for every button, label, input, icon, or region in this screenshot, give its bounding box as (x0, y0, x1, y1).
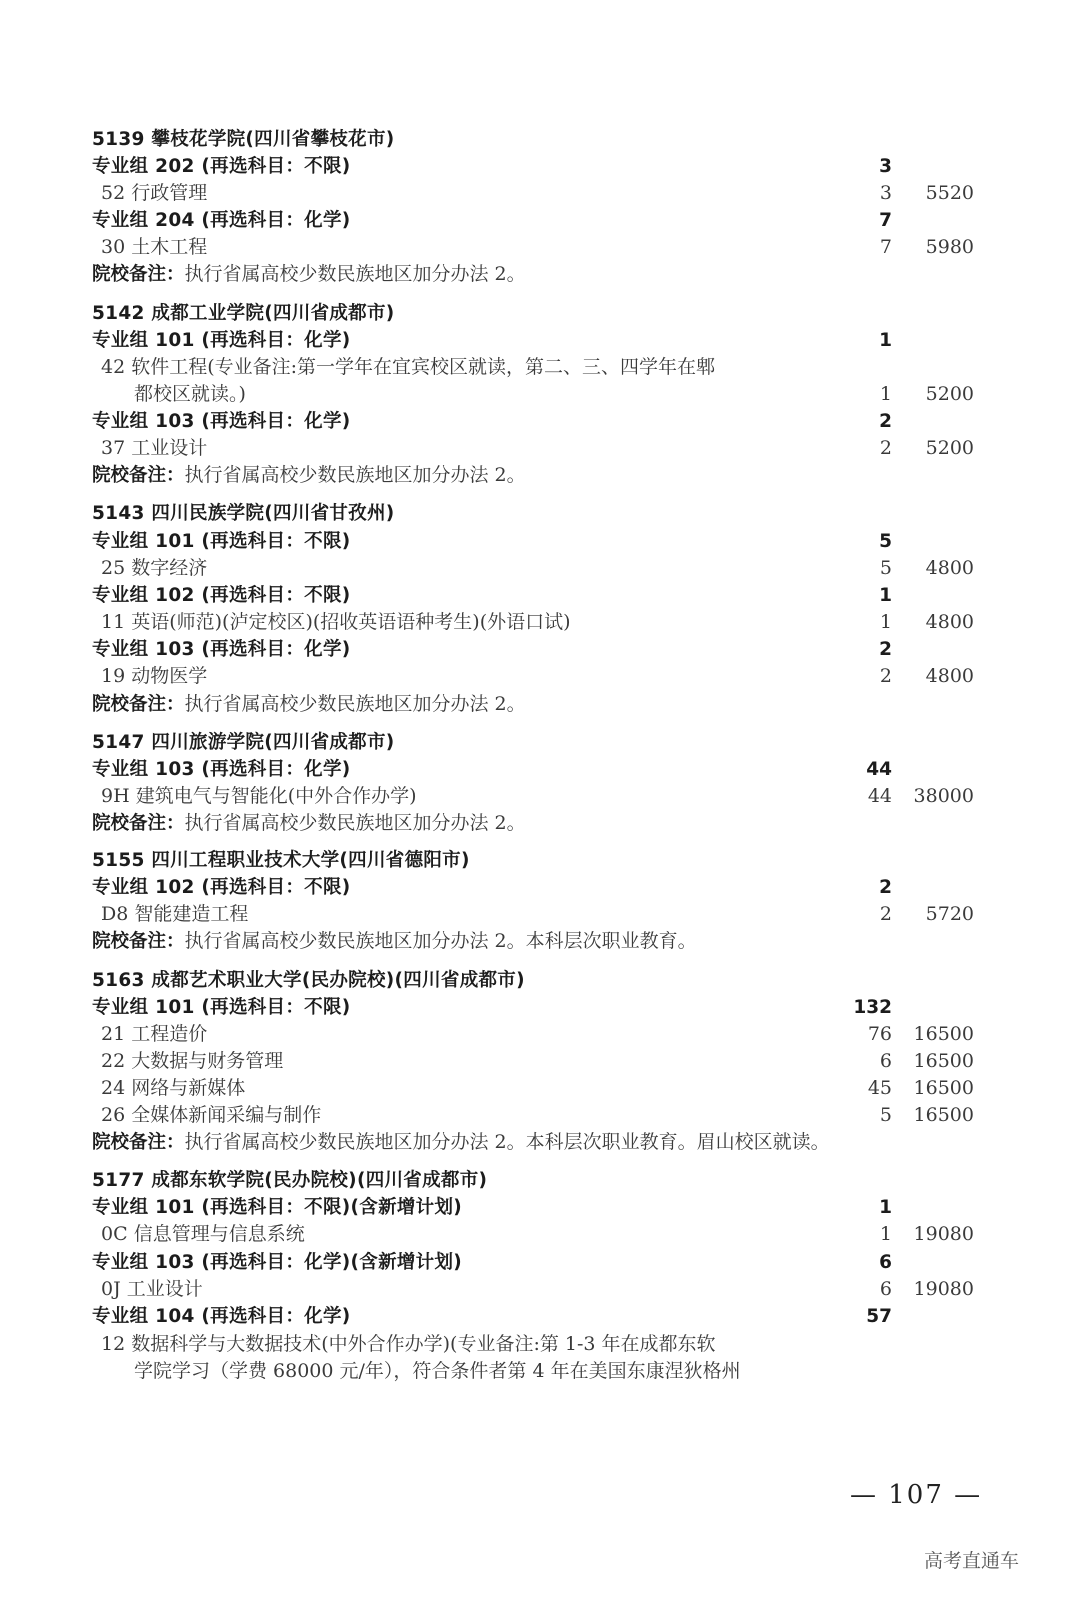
institution-header (0, 729, 1080, 756)
institution-header (0, 1167, 1080, 1194)
major-count: 6 (879, 1050, 892, 1072)
note-text: 院校备注：执行省属高校少数民族地区加分办法 2。本科层次职业教育。眉山校区就读。 (92, 1131, 830, 1153)
note-text: 院校备注：执行省属高校少数民族地区加分办法 2。本科层次职业教育。 (92, 930, 697, 952)
institution-note (0, 691, 1080, 718)
institution-header (0, 967, 1080, 994)
major-fee: 4800 (925, 611, 974, 633)
major-count: 44 (867, 785, 892, 807)
group-row (0, 528, 1080, 555)
institution-note (0, 928, 1080, 955)
group-count: 2 (879, 639, 892, 660)
institution-header (0, 500, 1080, 527)
group-row (0, 994, 1080, 1021)
note-text: 院校备注：执行省属高校少数民族地区加分办法 2。 (92, 263, 526, 285)
group-count: 2 (879, 877, 892, 898)
group-row (0, 1303, 1080, 1330)
group-label: 专业组 101 (再选科目：化学) (92, 330, 351, 351)
major-row (0, 1276, 1080, 1303)
institution-title: 5142 成都工业学院(四川省成都市) (92, 303, 395, 324)
major-code: 30 土木工程 (101, 236, 208, 258)
group-row (0, 1249, 1080, 1276)
group-label: 专业组 103 (再选科目：化学) (92, 759, 351, 780)
group-count: 5 (879, 531, 892, 552)
group-row (0, 636, 1080, 663)
watermark-text: 高考直通车 (924, 1550, 1020, 1572)
note-text: 院校备注：执行省属高校少数民族地区加分办法 2。 (92, 812, 526, 834)
major-count: 1 (879, 1223, 892, 1245)
major-fee: 5200 (925, 383, 974, 405)
group-label: 专业组 204 (再选科目：化学) (92, 210, 351, 231)
major-code: 24 网络与新媒体 (101, 1077, 246, 1099)
group-row (0, 408, 1080, 435)
major-fee: 4800 (925, 665, 974, 687)
major-count: 5 (879, 1104, 892, 1126)
major-fee: 19080 (913, 1278, 974, 1300)
group-label: 专业组 103 (再选科目：化学) (92, 639, 351, 660)
major-count: 6 (879, 1278, 892, 1300)
institution-title: 5147 四川旅游学院(四川省成都市) (92, 732, 395, 753)
major-row (0, 1075, 1080, 1102)
major-code: 0J 工业设计 (101, 1278, 203, 1300)
major-fee: 16500 (913, 1104, 974, 1126)
major-code: 26 全媒体新闻采编与制作 (101, 1104, 322, 1126)
major-fee: 16500 (913, 1023, 974, 1045)
major-row (0, 354, 1080, 381)
major-count: 5 (879, 557, 892, 579)
note-text: 院校备注：执行省属高校少数民族地区加分办法 2。 (92, 464, 526, 486)
group-row (0, 153, 1080, 180)
group-count: 1 (879, 330, 892, 351)
major-code: 0C 信息管理与信息系统 (101, 1223, 305, 1245)
major-row (0, 435, 1080, 462)
major-fee: 5720 (925, 903, 974, 925)
major-code: D8 智能建造工程 (101, 903, 249, 925)
major-fee: 4800 (925, 557, 974, 579)
major-name-continued: 都校区就读。) (134, 383, 246, 405)
group-label: 专业组 101 (再选科目：不限)(含新增计划) (92, 1197, 463, 1218)
major-count: 1 (879, 383, 892, 405)
major-count: 7 (879, 236, 892, 258)
major-row (0, 901, 1080, 928)
group-count: 57 (866, 1306, 892, 1327)
note-text: 院校备注：执行省属高校少数民族地区加分办法 2。 (92, 693, 526, 715)
group-label: 专业组 104 (再选科目：化学) (92, 1306, 351, 1327)
group-row (0, 1194, 1080, 1221)
group-count: 3 (879, 156, 892, 177)
major-code: 42 软件工程(专业备注:第一学年在宜宾校区就读，第二、三、四学年在郫 (101, 356, 716, 378)
group-count: 6 (879, 1252, 892, 1273)
group-label: 专业组 202 (再选科目：不限) (92, 156, 351, 177)
major-code: 52 行政管理 (101, 182, 208, 204)
institution-note (0, 261, 1080, 288)
major-code: 19 动物医学 (101, 665, 208, 687)
major-fee: 5200 (925, 437, 974, 459)
institution-title: 5143 四川民族学院(四川省甘孜州) (92, 503, 395, 524)
major-fee: 5520 (925, 182, 974, 204)
group-count: 7 (879, 210, 892, 231)
major-fee: 16500 (913, 1050, 974, 1072)
group-row (0, 207, 1080, 234)
group-label: 专业组 102 (再选科目：不限) (92, 585, 351, 606)
institution-header (0, 847, 1080, 874)
group-row (0, 756, 1080, 783)
major-count: 2 (879, 903, 892, 925)
group-count: 1 (879, 585, 892, 606)
major-count: 1 (879, 611, 892, 633)
major-fee: 5980 (925, 236, 974, 258)
major-row-continued (0, 1358, 1080, 1385)
major-name-continued: 学院学习（学费 68000 元/年），符合条件者第 4 年在美国东康涅狄格州 (134, 1360, 741, 1382)
major-code: 12 数据科学与大数据技术(中外合作办学)(专业备注:第 1-3 年在成都东软 (101, 1333, 716, 1355)
institution-title: 5163 成都艺术职业大学(民办院校)(四川省成都市) (92, 970, 525, 991)
major-row (0, 609, 1080, 636)
major-count: 45 (867, 1077, 892, 1099)
institution-note (0, 462, 1080, 489)
institution-note (0, 1129, 1080, 1156)
major-count: 76 (867, 1023, 892, 1045)
major-code: 25 数字经济 (101, 557, 208, 579)
major-row (0, 1331, 1080, 1358)
major-fee: 19080 (913, 1223, 974, 1245)
major-code: 9H 建筑电气与智能化(中外合作办学) (101, 785, 417, 807)
major-code: 37 工业设计 (101, 437, 208, 459)
institution-note (0, 810, 1080, 837)
major-row (0, 783, 1080, 810)
major-row (0, 1102, 1080, 1129)
major-fee: 38000 (913, 785, 974, 807)
group-label: 专业组 103 (再选科目：化学) (92, 411, 351, 432)
page-number: — 107 — (850, 1480, 983, 1510)
major-count: 2 (879, 437, 892, 459)
major-row (0, 663, 1080, 690)
group-label: 专业组 101 (再选科目：不限) (92, 997, 351, 1018)
major-row (0, 1021, 1080, 1048)
major-row (0, 1048, 1080, 1075)
institution-header (0, 300, 1080, 327)
group-count: 44 (866, 759, 892, 780)
major-code: 22 大数据与财务管理 (101, 1050, 284, 1072)
group-row (0, 327, 1080, 354)
institution-title: 5139 攀枝花学院(四川省攀枝花市) (92, 129, 395, 150)
group-row (0, 582, 1080, 609)
major-code: 21 工程造价 (101, 1023, 208, 1045)
group-label: 专业组 102 (再选科目：不限) (92, 877, 351, 898)
group-count: 1 (879, 1197, 892, 1218)
group-count: 2 (879, 411, 892, 432)
major-count: 3 (879, 182, 892, 204)
major-count: 2 (879, 665, 892, 687)
group-label: 专业组 101 (再选科目：不限) (92, 531, 351, 552)
major-row (0, 555, 1080, 582)
institution-title: 5155 四川工程职业技术大学(四川省德阳市) (92, 850, 470, 871)
group-row (0, 874, 1080, 901)
institution-header (0, 126, 1080, 153)
major-fee: 16500 (913, 1077, 974, 1099)
institution-title: 5177 成都东软学院(民办院校)(四川省成都市) (92, 1170, 488, 1191)
major-row (0, 1221, 1080, 1248)
major-code: 11 英语(师范)(泸定校区)(招收英语语种考生)(外语口试) (101, 611, 571, 633)
major-row-continued (0, 381, 1080, 408)
major-row (0, 234, 1080, 261)
group-count: 132 (853, 997, 892, 1018)
group-label: 专业组 103 (再选科目：化学)(含新增计划) (92, 1252, 463, 1273)
major-row (0, 180, 1080, 207)
